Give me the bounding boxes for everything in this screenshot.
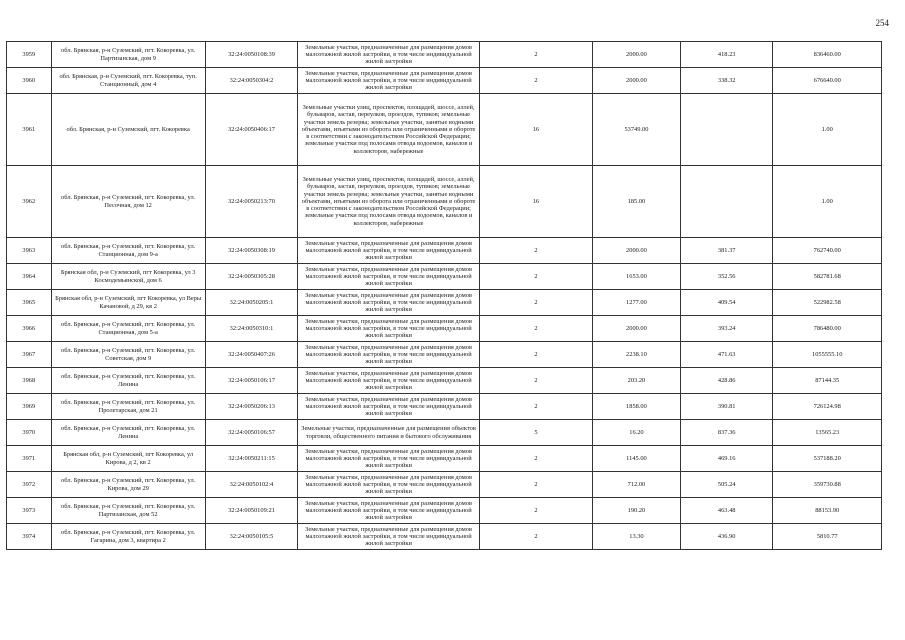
use-group-cell: 16 — [479, 166, 592, 238]
area-cell: 2000.00 — [592, 42, 680, 68]
area-cell: 2000.00 — [592, 238, 680, 264]
area-cell: 203.20 — [592, 368, 680, 394]
row-number-cell: 3966 — [7, 316, 52, 342]
table-row — [7, 498, 882, 524]
permitted-use-cell: Земельные участки, предназначенные для размещения домов малоэтажной жилой застройки, в том числе индивидуальной жилой застройки — [298, 368, 480, 394]
table-row — [7, 290, 882, 316]
row-number-cell: 3960 — [7, 68, 52, 94]
row-number-cell: 3965 — [7, 290, 52, 316]
specific-value-cell: 381.37 — [680, 238, 773, 264]
area-cell: 1653.00 — [592, 264, 680, 290]
address-cell: обл. Брянская, р-н Суземский, пгт. Кокоревка, ул. Партизанская, дом 52 — [51, 498, 205, 524]
cadastral-number-cell: 32:24:0050108:39 — [205, 42, 298, 68]
permitted-use-cell: Земельные участки, предназначенные для размещения домов малоэтажной жилой застройки, в том числе индивидуальной жилой застройки — [298, 316, 480, 342]
row-number-cell: 3963 — [7, 238, 52, 264]
specific-value-cell: 409.54 — [680, 290, 773, 316]
permitted-use-cell: Земельные участки, предназначенные для размещения домов малоэтажной жилой застройки, в том числе индивидуальной жилой застройки — [298, 68, 480, 94]
area-cell: 185.00 — [592, 166, 680, 238]
cadastral-value-cell: 537188.20 — [773, 446, 882, 472]
table-row — [7, 342, 882, 368]
address-cell: обл. Брянская, р-н Суземский, пгт. Кокоревка, ул. Советская, дом 9 — [51, 342, 205, 368]
cadastral-value-cell: 87144.35 — [773, 368, 882, 394]
cadastral-number-cell: 32:24:0050106:57 — [205, 420, 298, 446]
table-row — [7, 368, 882, 394]
use-group-cell: 2 — [479, 264, 592, 290]
specific-value-cell: 338.32 — [680, 68, 773, 94]
address-cell: обл. Брянская, р-н Суземский, пгт. Кокоревка, ул. Ленина — [51, 368, 205, 394]
row-number-cell: 3971 — [7, 446, 52, 472]
permitted-use-cell: Земельные участки улиц, проспектов, площадей, шоссе, аллей, бульваров, застав, переулков, проездов, тупиков; земельные участки земель резерва; земельные участки, занятые водными объектами, изъятыми из оборота или ограниченными в обороте в соответствии с законодательством Российской Федерации; земельные участки под полосами отвода водоемов, каналов и коллекторов, набережные — [298, 94, 480, 166]
permitted-use-cell: Земельные участки, предназначенные для размещения домов малоэтажной жилой застройки, в том числе индивидуальной жилой застройки — [298, 342, 480, 368]
address-cell: обл. Брянская, р-н Суземский, пгт. Кокоревка, ул. Партизанская, дом 9 — [51, 42, 205, 68]
use-group-cell: 2 — [479, 238, 592, 264]
specific-value-cell: 463.48 — [680, 498, 773, 524]
table-row — [7, 446, 882, 472]
page-number: 254 — [875, 18, 889, 28]
use-group-cell: 2 — [479, 394, 592, 420]
cadastral-number-cell: 32:24:0050407:26 — [205, 342, 298, 368]
cadastral-value-cell: 522982.58 — [773, 290, 882, 316]
permitted-use-cell: Земельные участки, предназначенные для размещения домов малоэтажной жилой застройки, в том числе индивидуальной жилой застройки — [298, 446, 480, 472]
table-row — [7, 420, 882, 446]
row-number-cell: 3964 — [7, 264, 52, 290]
specific-value-cell: 469.16 — [680, 446, 773, 472]
cadastral-number-cell: 32:24:0050310:1 — [205, 316, 298, 342]
permitted-use-cell: Земельные участки, предназначенные для размещения домов малоэтажной жилой застройки, в том числе индивидуальной жилой застройки — [298, 290, 480, 316]
table-row — [7, 394, 882, 420]
cadastral-value-cell: 5810.77 — [773, 524, 882, 550]
address-cell: Брянская обл, р-н Суземский, пгт Кокоревка, ул 3 Космодемьянской, дом 6 — [51, 264, 205, 290]
specific-value-cell: 390.81 — [680, 394, 773, 420]
table-row — [7, 94, 882, 166]
address-cell: обл. Брянская, р-н Суземский, пгт. Кокоревка — [51, 94, 205, 166]
use-group-cell: 2 — [479, 524, 592, 550]
cadastral-value-cell: 582781.68 — [773, 264, 882, 290]
specific-value-cell — [680, 166, 773, 238]
specific-value-cell: 837.36 — [680, 420, 773, 446]
address-cell: обл. Брянская, р-н Суземский, пгт. Кокоревка, туп. Станционный, дом 4 — [51, 68, 205, 94]
table-row — [7, 68, 882, 94]
use-group-cell: 2 — [479, 342, 592, 368]
area-cell: 1145.00 — [592, 446, 680, 472]
cadastral-number-cell: 32:24:0050211:15 — [205, 446, 298, 472]
use-group-cell: 2 — [479, 68, 592, 94]
specific-value-cell: 505.24 — [680, 472, 773, 498]
address-cell: обл. Брянская, р-н Суземский, пгт. Кокоревка, ул. Кирова, дом 29 — [51, 472, 205, 498]
table-row — [7, 316, 882, 342]
cadastral-number-cell: 32:24:0050206:13 — [205, 394, 298, 420]
permitted-use-cell: Земельные участки, предназначенные для размещения домов малоэтажной жилой застройки, в том числе индивидуальной жилой застройки — [298, 498, 480, 524]
use-group-cell: 2 — [479, 446, 592, 472]
specific-value-cell: 436.90 — [680, 524, 773, 550]
area-cell: 2238.10 — [592, 342, 680, 368]
specific-value-cell: 352.56 — [680, 264, 773, 290]
cadastral-number-cell: 32:24:0050105:5 — [205, 524, 298, 550]
use-group-cell: 2 — [479, 316, 592, 342]
use-group-cell: 2 — [479, 368, 592, 394]
table-row — [7, 264, 882, 290]
cadastral-value-cell: 13565.23 — [773, 420, 882, 446]
cadastral-number-cell: 32:24:0050213:70 — [205, 166, 298, 238]
use-group-cell: 5 — [479, 420, 592, 446]
permitted-use-cell: Земельные участки, предназначенные для размещения домов малоэтажной жилой застройки, в том числе индивидуальной жилой застройки — [298, 394, 480, 420]
area-cell: 712.00 — [592, 472, 680, 498]
specific-value-cell: 418.23 — [680, 42, 773, 68]
row-number-cell: 3974 — [7, 524, 52, 550]
row-number-cell: 3967 — [7, 342, 52, 368]
cadastral-value-cell: 359730.88 — [773, 472, 882, 498]
permitted-use-cell: Земельные участки, предназначенные для размещения домов малоэтажной жилой застройки, в том числе индивидуальной жилой застройки — [298, 472, 480, 498]
address-cell: Брянская обл, р-н Суземский, пгт Кокоревка, ул Кирова, д 2, кв 2 — [51, 446, 205, 472]
address-cell: обл. Брянская, р-н Суземский, пгт. Кокоревка, ул. Станционная, дом 9-а — [51, 238, 205, 264]
cadastral-number-cell: 32:24:0050305:28 — [205, 264, 298, 290]
area-cell: 2000.00 — [592, 68, 680, 94]
land-registry-table — [6, 41, 882, 550]
area-cell: 1277.00 — [592, 290, 680, 316]
use-group-cell: 2 — [479, 290, 592, 316]
specific-value-cell — [680, 94, 773, 166]
address-cell: обл. Брянская, р-н Суземский, пгт. Кокоревка, ул. Гагарина, дом 3, квартира 2 — [51, 524, 205, 550]
table-row — [7, 472, 882, 498]
cadastral-number-cell: 32:24:0050205:1 — [205, 290, 298, 316]
specific-value-cell: 393.24 — [680, 316, 773, 342]
permitted-use-cell: Земельные участки, предназначенные для размещения домов малоэтажной жилой застройки, в том числе индивидуальной жилой застройки — [298, 264, 480, 290]
address-cell: Брянская обл, р-н Суземский, пгт Кокоревка, ул Веры Качановой, д 29, кв 2 — [51, 290, 205, 316]
area-cell: 16.20 — [592, 420, 680, 446]
cadastral-value-cell: 676640.00 — [773, 68, 882, 94]
area-cell: 190.20 — [592, 498, 680, 524]
address-cell: обл. Брянская, р-н Суземский, пгт. Кокоревка, ул. Пролетарская, дом 21 — [51, 394, 205, 420]
use-group-cell: 2 — [479, 472, 592, 498]
cadastral-value-cell: 762740.00 — [773, 238, 882, 264]
cadastral-value-cell: 836460.00 — [773, 42, 882, 68]
table-row — [7, 524, 882, 550]
permitted-use-cell: Земельные участки, предназначенные для размещения объектов торговли, общественного питания и бытового обслуживания — [298, 420, 480, 446]
cadastral-value-cell: 726124.98 — [773, 394, 882, 420]
permitted-use-cell: Земельные участки, предназначенные для размещения домов малоэтажной жилой застройки, в том числе индивидуальной жилой застройки — [298, 238, 480, 264]
cadastral-value-cell: 786480.00 — [773, 316, 882, 342]
row-number-cell: 3962 — [7, 166, 52, 238]
address-cell: обл. Брянская, р-н Суземский, пгт. Кокоревка, ул. Песочная, дом 12 — [51, 166, 205, 238]
row-number-cell: 3969 — [7, 394, 52, 420]
cadastral-value-cell: 88153.90 — [773, 498, 882, 524]
cadastral-value-cell: 1.00 — [773, 94, 882, 166]
use-group-cell: 2 — [479, 498, 592, 524]
row-number-cell: 3972 — [7, 472, 52, 498]
row-number-cell: 3961 — [7, 94, 52, 166]
specific-value-cell: 428.86 — [680, 368, 773, 394]
address-cell: обл. Брянская, р-н Суземский, пгт. Кокоревка, ул. Ленина — [51, 420, 205, 446]
cadastral-value-cell: 1.00 — [773, 166, 882, 238]
cadastral-number-cell: 32:24:0050106:17 — [205, 368, 298, 394]
row-number-cell: 3970 — [7, 420, 52, 446]
address-cell: обл. Брянская, р-н Суземский, пгт. Кокоревка, ул. Станционная, дом 5-а — [51, 316, 205, 342]
area-cell: 53749.00 — [592, 94, 680, 166]
area-cell: 1858.00 — [592, 394, 680, 420]
registry-table-body — [7, 42, 882, 550]
cadastral-number-cell: 32:24:0050102:4 — [205, 472, 298, 498]
row-number-cell: 3959 — [7, 42, 52, 68]
permitted-use-cell: Земельные участки улиц, проспектов, площадей, шоссе, аллей, бульваров, застав, переулков, проездов, тупиков; земельные участки земель резерва; земельные участки, занятые водными объектами, изъятыми из оборота или ограниченными в обороте в соответствии с законодательством Российской Федерации; земельные участки под полосами отвода водоемов, каналов и коллекторов, набережные — [298, 166, 480, 238]
table-row — [7, 42, 882, 68]
area-cell: 2000.00 — [592, 316, 680, 342]
table-row — [7, 238, 882, 264]
cadastral-number-cell: 32:24:0050109:21 — [205, 498, 298, 524]
use-group-cell: 2 — [479, 42, 592, 68]
specific-value-cell: 471.63 — [680, 342, 773, 368]
cadastral-number-cell: 32:24:0050308:19 — [205, 238, 298, 264]
area-cell: 13.30 — [592, 524, 680, 550]
table-row — [7, 166, 882, 238]
use-group-cell: 16 — [479, 94, 592, 166]
row-number-cell: 3973 — [7, 498, 52, 524]
permitted-use-cell: Земельные участки, предназначенные для размещения домов малоэтажной жилой застройки, в том числе индивидуальной жилой застройки — [298, 42, 480, 68]
cadastral-number-cell: 32:24:0050406:17 — [205, 94, 298, 166]
permitted-use-cell: Земельные участки, предназначенные для размещения домов малоэтажной жилой застройки, в том числе индивидуальной жилой застройки — [298, 524, 480, 550]
cadastral-value-cell: 1055555.10 — [773, 342, 882, 368]
row-number-cell: 3968 — [7, 368, 52, 394]
cadastral-number-cell: 32:24:0050304:2 — [205, 68, 298, 94]
